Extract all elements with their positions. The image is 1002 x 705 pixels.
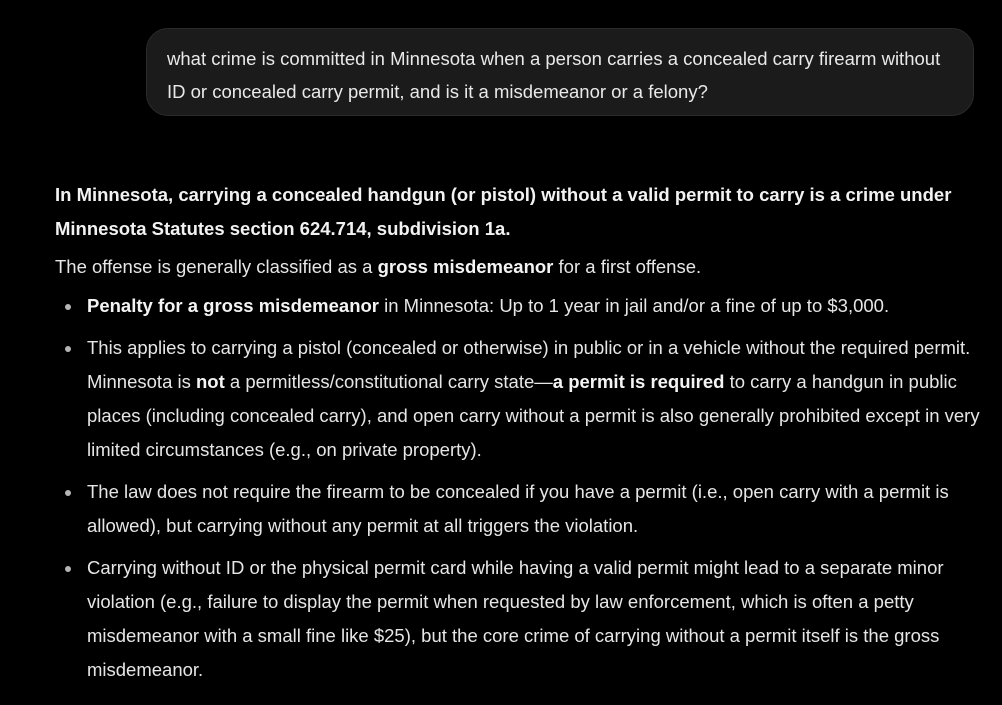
bullet-icon <box>65 490 71 496</box>
list-item: This applies to carrying a pistol (concealed or otherwise) in public or in a vehicle without the required permit. Minnesota is not a permitless/constitutional carry state—a permit is required to carry a handgun in public places (including concealed carry), and open carry without a permit is also generally prohibited except in very limited circumstances (e.g., on private property). <box>55 331 990 467</box>
classification-emphasis: gross misdemeanor <box>377 256 554 277</box>
user-message-text: what crime is committed in Minnesota when a person carries a concealed carry firearm without ID or concealed carry permit, and is it a misdemeanor or a felony? <box>167 48 941 102</box>
response-classification: The offense is generally classified as a gross misdemeanor for a first offense. <box>55 256 702 277</box>
response-bullet-list <box>55 289 990 687</box>
list-item: Carrying without ID or the physical permit card while having a valid permit might lead to a separate minor violation (e.g., failure to display the permit when requested by law enforcement, which is often a petty misdemeanor with a small fine like $25), but the core crime of carrying without a permit itself is the gross misdemeanor. <box>55 551 990 687</box>
user-message-bubble <box>146 28 974 116</box>
bullet-icon <box>65 304 71 310</box>
bullet-icon <box>65 346 71 352</box>
assistant-response <box>55 178 990 695</box>
bullet-icon <box>65 566 71 572</box>
list-item: The law does not require the firearm to be concealed if you have a permit (i.e., open carry with a permit is allowed), but carrying without any permit at all triggers the violation. <box>55 475 990 543</box>
list-item: Penalty for a gross misdemeanor in Minnesota: Up to 1 year in jail and/or a fine of up to $3,000. <box>55 289 990 323</box>
response-lead: In Minnesota, carrying a concealed handgun (or pistol) without a valid permit to carry is a crime under Minnesota Statutes section 624.714, subdivision 1a. <box>55 184 952 239</box>
